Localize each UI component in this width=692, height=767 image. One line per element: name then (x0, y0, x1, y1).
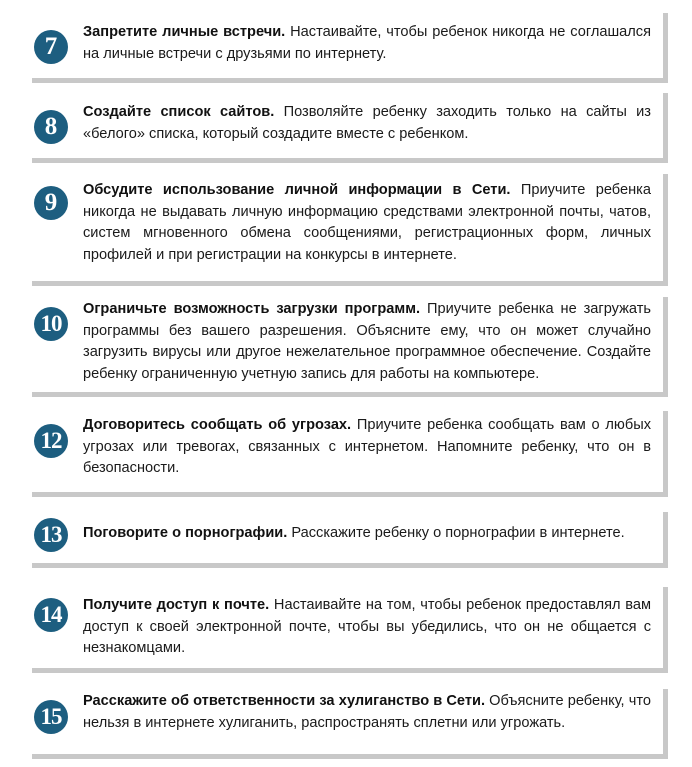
tip-number-badge: 12 (34, 424, 68, 458)
tip-card (27, 292, 663, 392)
tip-text (83, 22, 651, 65)
tip-text (83, 102, 651, 145)
tip-card (27, 684, 663, 754)
tip-text (83, 180, 651, 266)
tip-text (83, 299, 651, 385)
tip-title: Запретите личные встречи. (83, 24, 286, 40)
tip-body: Настаивайте на том, чтобы ребенок предоставлял вам доступ к своей электронной почте, чтобы вы убедились, что он не общается с незнакомцами. (83, 597, 651, 656)
tip-text (83, 595, 651, 660)
tip-number-badge: 8 (34, 110, 68, 144)
tip-title: Получите доступ к почте. (83, 597, 270, 613)
tip-body: Настаивайте, чтобы ребенок никогда не соглашался на личные встречи с друзьями по интернету. (83, 24, 651, 62)
tip-body: Расскажите ребенку о порнографии в интернете. (287, 525, 625, 541)
tip-title: Договоритесь сообщать об угрозах. (83, 417, 352, 433)
tip-card (27, 88, 663, 158)
tip-title: Поговорите о порнографии. (83, 525, 288, 541)
tip-text (83, 415, 651, 480)
tip-body: Приучите ребенка сообщать вам о любых угрозах или тревогах, связанных с интернетом. Напомните ребенку, что он в безопасности. (83, 417, 651, 476)
tip-number-badge: 7 (34, 30, 68, 64)
tip-body: Приучите ребенка не загружать программы без вашего разрешения. Объясните ему, что он может случайно загрузить вирусы или другое нежелательное программное обеспечение. Создайте ребенку ограниченную учетную запись для работы на компьютере. (83, 301, 651, 382)
tip-title: Расскажите об ответственности за хулиганство в Сети. (83, 693, 486, 709)
tip-body: Приучите ребенка никогда не выдавать личную информацию средствами электронной почты, чатов, систем мгновенного обмена сообщениями, регистрационных форм, личных профилей и при регистрации на конкурсы в интернете. (83, 182, 651, 263)
tip-title: Обсудите использование личной информации в Сети. (83, 182, 511, 198)
tip-text (83, 691, 651, 734)
tip-number-badge: 9 (34, 186, 68, 220)
tip-card (27, 582, 663, 668)
tip-body: Позволяйте ребенку заходить только на сайты из «белого» списка, который создадите вместе с ребенком. (83, 104, 651, 142)
tip-card (27, 8, 663, 78)
tip-card (27, 507, 663, 563)
tip-number-badge: 10 (34, 307, 68, 341)
tip-title: Ограничьте возможность загрузки программ. (83, 301, 421, 317)
tip-number-badge: 15 (34, 700, 68, 734)
tip-title: Создайте список сайтов. (83, 104, 275, 120)
tip-card (27, 406, 663, 492)
tip-number-badge: 13 (34, 518, 68, 552)
tip-card (27, 169, 663, 281)
tip-text (83, 523, 651, 545)
tip-number-badge: 14 (34, 598, 68, 632)
tip-body: Объясните ребенку, что нельзя в интернете хулиганить, распространять сплетни или угрожать. (83, 693, 651, 731)
